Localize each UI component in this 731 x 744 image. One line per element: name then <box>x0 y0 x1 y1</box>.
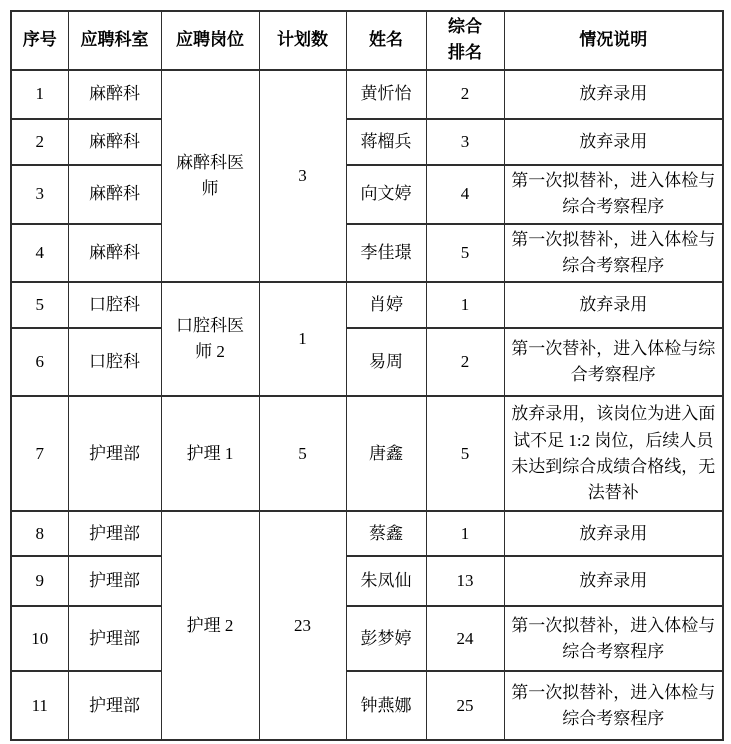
header-rank <box>426 11 504 70</box>
position-label: 麻醉科医师 <box>176 152 244 199</box>
cell-name: 向文婷 <box>346 165 426 224</box>
header-name: 姓名 <box>346 11 426 70</box>
table-row <box>11 396 723 511</box>
table-row <box>11 511 723 556</box>
cell-plan-merged: 23 <box>259 511 346 740</box>
cell-name: 肖婷 <box>346 282 426 328</box>
header-department: 应聘科室 <box>68 11 161 70</box>
cell-name: 唐鑫 <box>346 396 426 511</box>
cell-note: 第一次拟替补，进入体检与综合考察程序 <box>504 165 723 224</box>
cell-position: 护理 1 <box>161 396 259 511</box>
cell-note: 放弃录用 <box>504 282 723 328</box>
cell-rank: 2 <box>426 328 504 396</box>
cell-name: 李佳璟 <box>346 224 426 283</box>
table-row <box>11 224 723 283</box>
cell-department: 护理部 <box>68 396 161 511</box>
cell-plan-merged: 3 <box>259 70 346 283</box>
cell-name: 蒋榴兵 <box>346 119 426 165</box>
header-note: 情况说明 <box>504 11 723 70</box>
cell-rank: 24 <box>426 606 504 671</box>
position-label: 口腔科医师 2 <box>176 316 244 362</box>
cell-rank: 1 <box>426 282 504 328</box>
cell-name: 易周 <box>346 328 426 396</box>
cell-note: 第一次拟替补，进入体检与综合考察程序 <box>504 224 723 283</box>
cell-note: 第一次拟替补，进入体检与综合考察程序 <box>504 606 723 671</box>
cell-note: 第一次替补，进入体检与综合考察程序 <box>504 328 723 396</box>
cell-note: 放弃录用 <box>504 119 723 165</box>
cell-plan: 5 <box>259 396 346 511</box>
cell-serial: 3 <box>11 165 68 224</box>
table-row <box>11 556 723 606</box>
cell-serial: 9 <box>11 556 68 606</box>
cell-serial: 2 <box>11 119 68 165</box>
cell-department: 护理部 <box>68 556 161 606</box>
table-row <box>11 328 723 396</box>
cell-rank: 13 <box>426 556 504 606</box>
cell-department: 口腔科 <box>68 328 161 396</box>
cell-serial: 11 <box>11 671 68 740</box>
header-serial: 序号 <box>11 11 68 70</box>
cell-serial: 10 <box>11 606 68 671</box>
cell-serial: 6 <box>11 328 68 396</box>
table-row <box>11 70 723 119</box>
header-plan-count: 计划数 <box>259 11 346 70</box>
cell-note: 放弃录用 <box>504 70 723 119</box>
cell-rank: 5 <box>426 224 504 283</box>
header-position: 应聘岗位 <box>161 11 259 70</box>
cell-position-merged: 护理 2 <box>161 511 259 740</box>
cell-rank: 4 <box>426 165 504 224</box>
cell-serial: 7 <box>11 396 68 511</box>
cell-name: 钟燕娜 <box>346 671 426 740</box>
cell-department: 麻醉科 <box>68 119 161 165</box>
table-row <box>11 606 723 671</box>
recruitment-result-table <box>10 10 724 741</box>
table-header-row <box>11 11 723 70</box>
cell-name: 蔡鑫 <box>346 511 426 556</box>
cell-name: 彭梦婷 <box>346 606 426 671</box>
cell-rank: 2 <box>426 70 504 119</box>
table-row <box>11 282 723 328</box>
cell-name: 黄忻怡 <box>346 70 426 119</box>
table-row <box>11 671 723 740</box>
cell-rank: 1 <box>426 511 504 556</box>
cell-department: 护理部 <box>68 511 161 556</box>
cell-department: 口腔科 <box>68 282 161 328</box>
cell-name: 朱凤仙 <box>346 556 426 606</box>
table-row <box>11 119 723 165</box>
cell-rank: 25 <box>426 671 504 740</box>
cell-department: 麻醉科 <box>68 224 161 283</box>
table-row <box>11 165 723 224</box>
cell-note: 放弃录用 <box>504 556 723 606</box>
cell-note: 放弃录用 <box>504 511 723 556</box>
cell-plan-merged: 1 <box>259 282 346 396</box>
cell-note: 第一次拟替补，进入体检与综合考察程序 <box>504 671 723 740</box>
cell-serial: 4 <box>11 224 68 283</box>
header-rank-label: 综合排名 <box>448 17 482 63</box>
cell-rank: 3 <box>426 119 504 165</box>
cell-serial: 1 <box>11 70 68 119</box>
cell-note: 放弃录用，该岗位为进入面试不足 1:2 岗位，后续人员未达到综合成绩合格线，无法替补 <box>504 396 723 511</box>
cell-rank: 5 <box>426 396 504 511</box>
cell-position-merged <box>161 70 259 283</box>
cell-department: 麻醉科 <box>68 165 161 224</box>
cell-position-merged <box>161 282 259 396</box>
cell-department: 护理部 <box>68 606 161 671</box>
cell-serial: 8 <box>11 511 68 556</box>
cell-department: 麻醉科 <box>68 70 161 119</box>
cell-serial: 5 <box>11 282 68 328</box>
cell-department: 护理部 <box>68 671 161 740</box>
